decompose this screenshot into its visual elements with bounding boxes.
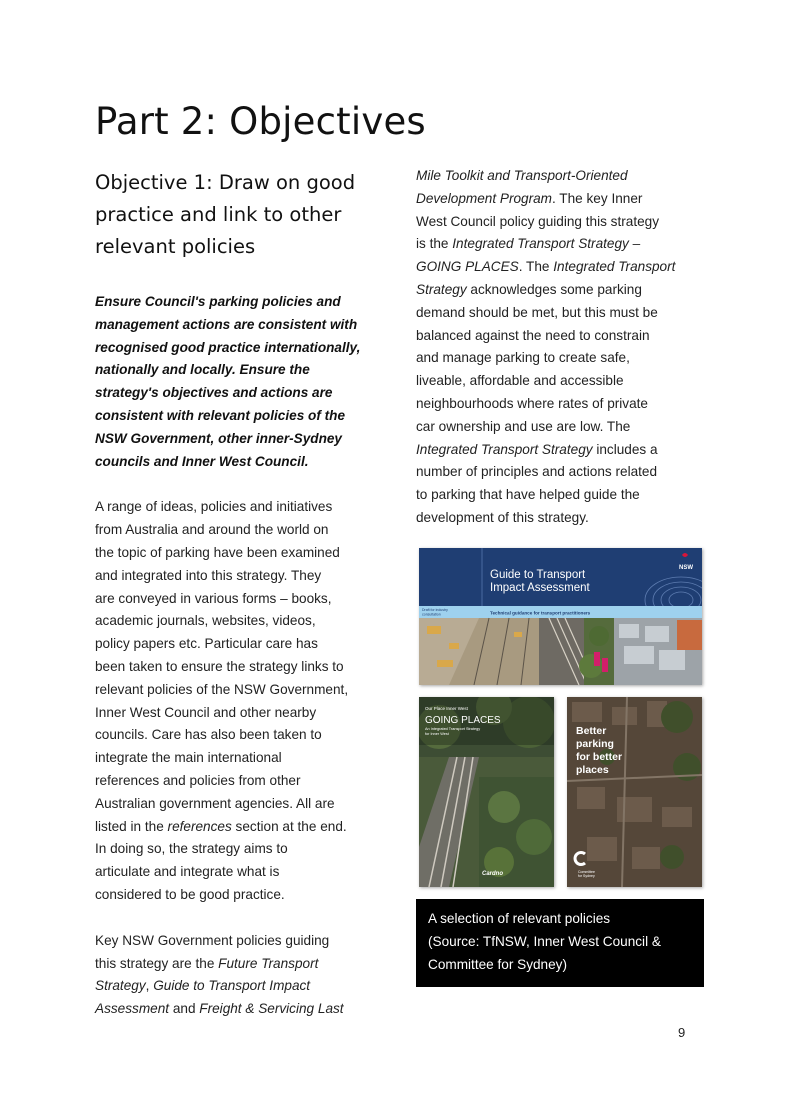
svg-text:NSW: NSW <box>679 565 693 571</box>
svg-text:consultation: consultation <box>422 612 441 617</box>
svg-text:Committee: Committee <box>578 870 595 874</box>
svg-text:for Inner West: for Inner West <box>425 732 449 736</box>
objective-heading: Objective 1: Draw on good practice and link to other relevant policies <box>95 171 356 258</box>
page-title: Part 2: Objectives <box>95 100 426 143</box>
body-paragraph-2: Key NSW Government policies guiding this strategy are the Future Transport Strategy, Guide to Transport Impact Assessment and Freight & Servicing Last <box>95 932 344 1017</box>
better-parking-line-3: for better <box>576 751 623 763</box>
image-caption: A selection of relevant policies (Source: TfNSW, Inner West Council & Committee for Sydney) <box>416 899 704 987</box>
better-parking-line-4: places <box>576 764 609 776</box>
going-places-cover <box>419 697 554 887</box>
better-parking-line-1: Better <box>576 725 607 737</box>
body-paragraph-2-continued: Mile Toolkit and Transport-Oriented Development Program. The key Inner West Council policy guiding this strategy is the Integrated Transport Strategy – GOING PLACES. The Integrated Transport Strategy acknowledges some parking demand should be met, but this must be balanced against the need to constrain and manage parking to create safe, liveable, affordable and accessible neighbourhoods where rates of private car ownership and use are low. The Integrated Transport Strategy includes a number of principles and actions related to parking that have helped guide the development of this strategy. <box>416 168 676 525</box>
svg-text:for Sydney: for Sydney <box>578 874 595 878</box>
cardno-logo: Cardno <box>482 871 503 877</box>
page-number: 9 <box>678 1025 686 1040</box>
body-paragraph-1: A range of ideas, policies and initiatives from Australia and around the world on the topic of parking have been examined and integrated into this strategy. They are conveyed in various forms – books, academic journals, websites, videos, policy papers etc. Particular care has been taken to ensure the strategy links to relevant policies of the NSW Government, Inner West Council and other nearby councils. Care has also been taken to integrate the main international references and policies from other Australian government agencies. All are listed in the references section at the end. In doing so, the strategy aims to articulate and integrate what is considered to be good practice. <box>95 499 349 902</box>
guide-transport-impact-cover <box>419 548 702 685</box>
left-column <box>95 167 380 1021</box>
references-term: references <box>167 818 232 834</box>
svg-text:Draft for industry: Draft for industry <box>422 608 448 612</box>
better-parking-line-2: parking <box>576 738 614 750</box>
guide-subtitle: Technical guidance for transport practitioners <box>490 610 591 616</box>
guide-title-line-2: Impact Assessment <box>490 582 590 594</box>
better-parking-cover <box>567 697 702 887</box>
going-places-title: GOING PLACES <box>425 715 501 726</box>
guide-title-line-1: Guide to Transport <box>490 569 586 581</box>
going-places-kicker: Our Place Inner West <box>425 706 468 711</box>
right-column <box>416 165 706 530</box>
svg-text:An Integrated Transport Strate: An Integrated Transport Strategy <box>425 727 481 731</box>
objective-lead: Ensure Council's parking policies and management actions are consistent with recognised good practice internationally, nationally and locally. Ensure the strategy's objectives and actions are consistent with relevant policies of the NSW Government, other inner-Sydney councils and Inner West Council. <box>95 294 361 469</box>
